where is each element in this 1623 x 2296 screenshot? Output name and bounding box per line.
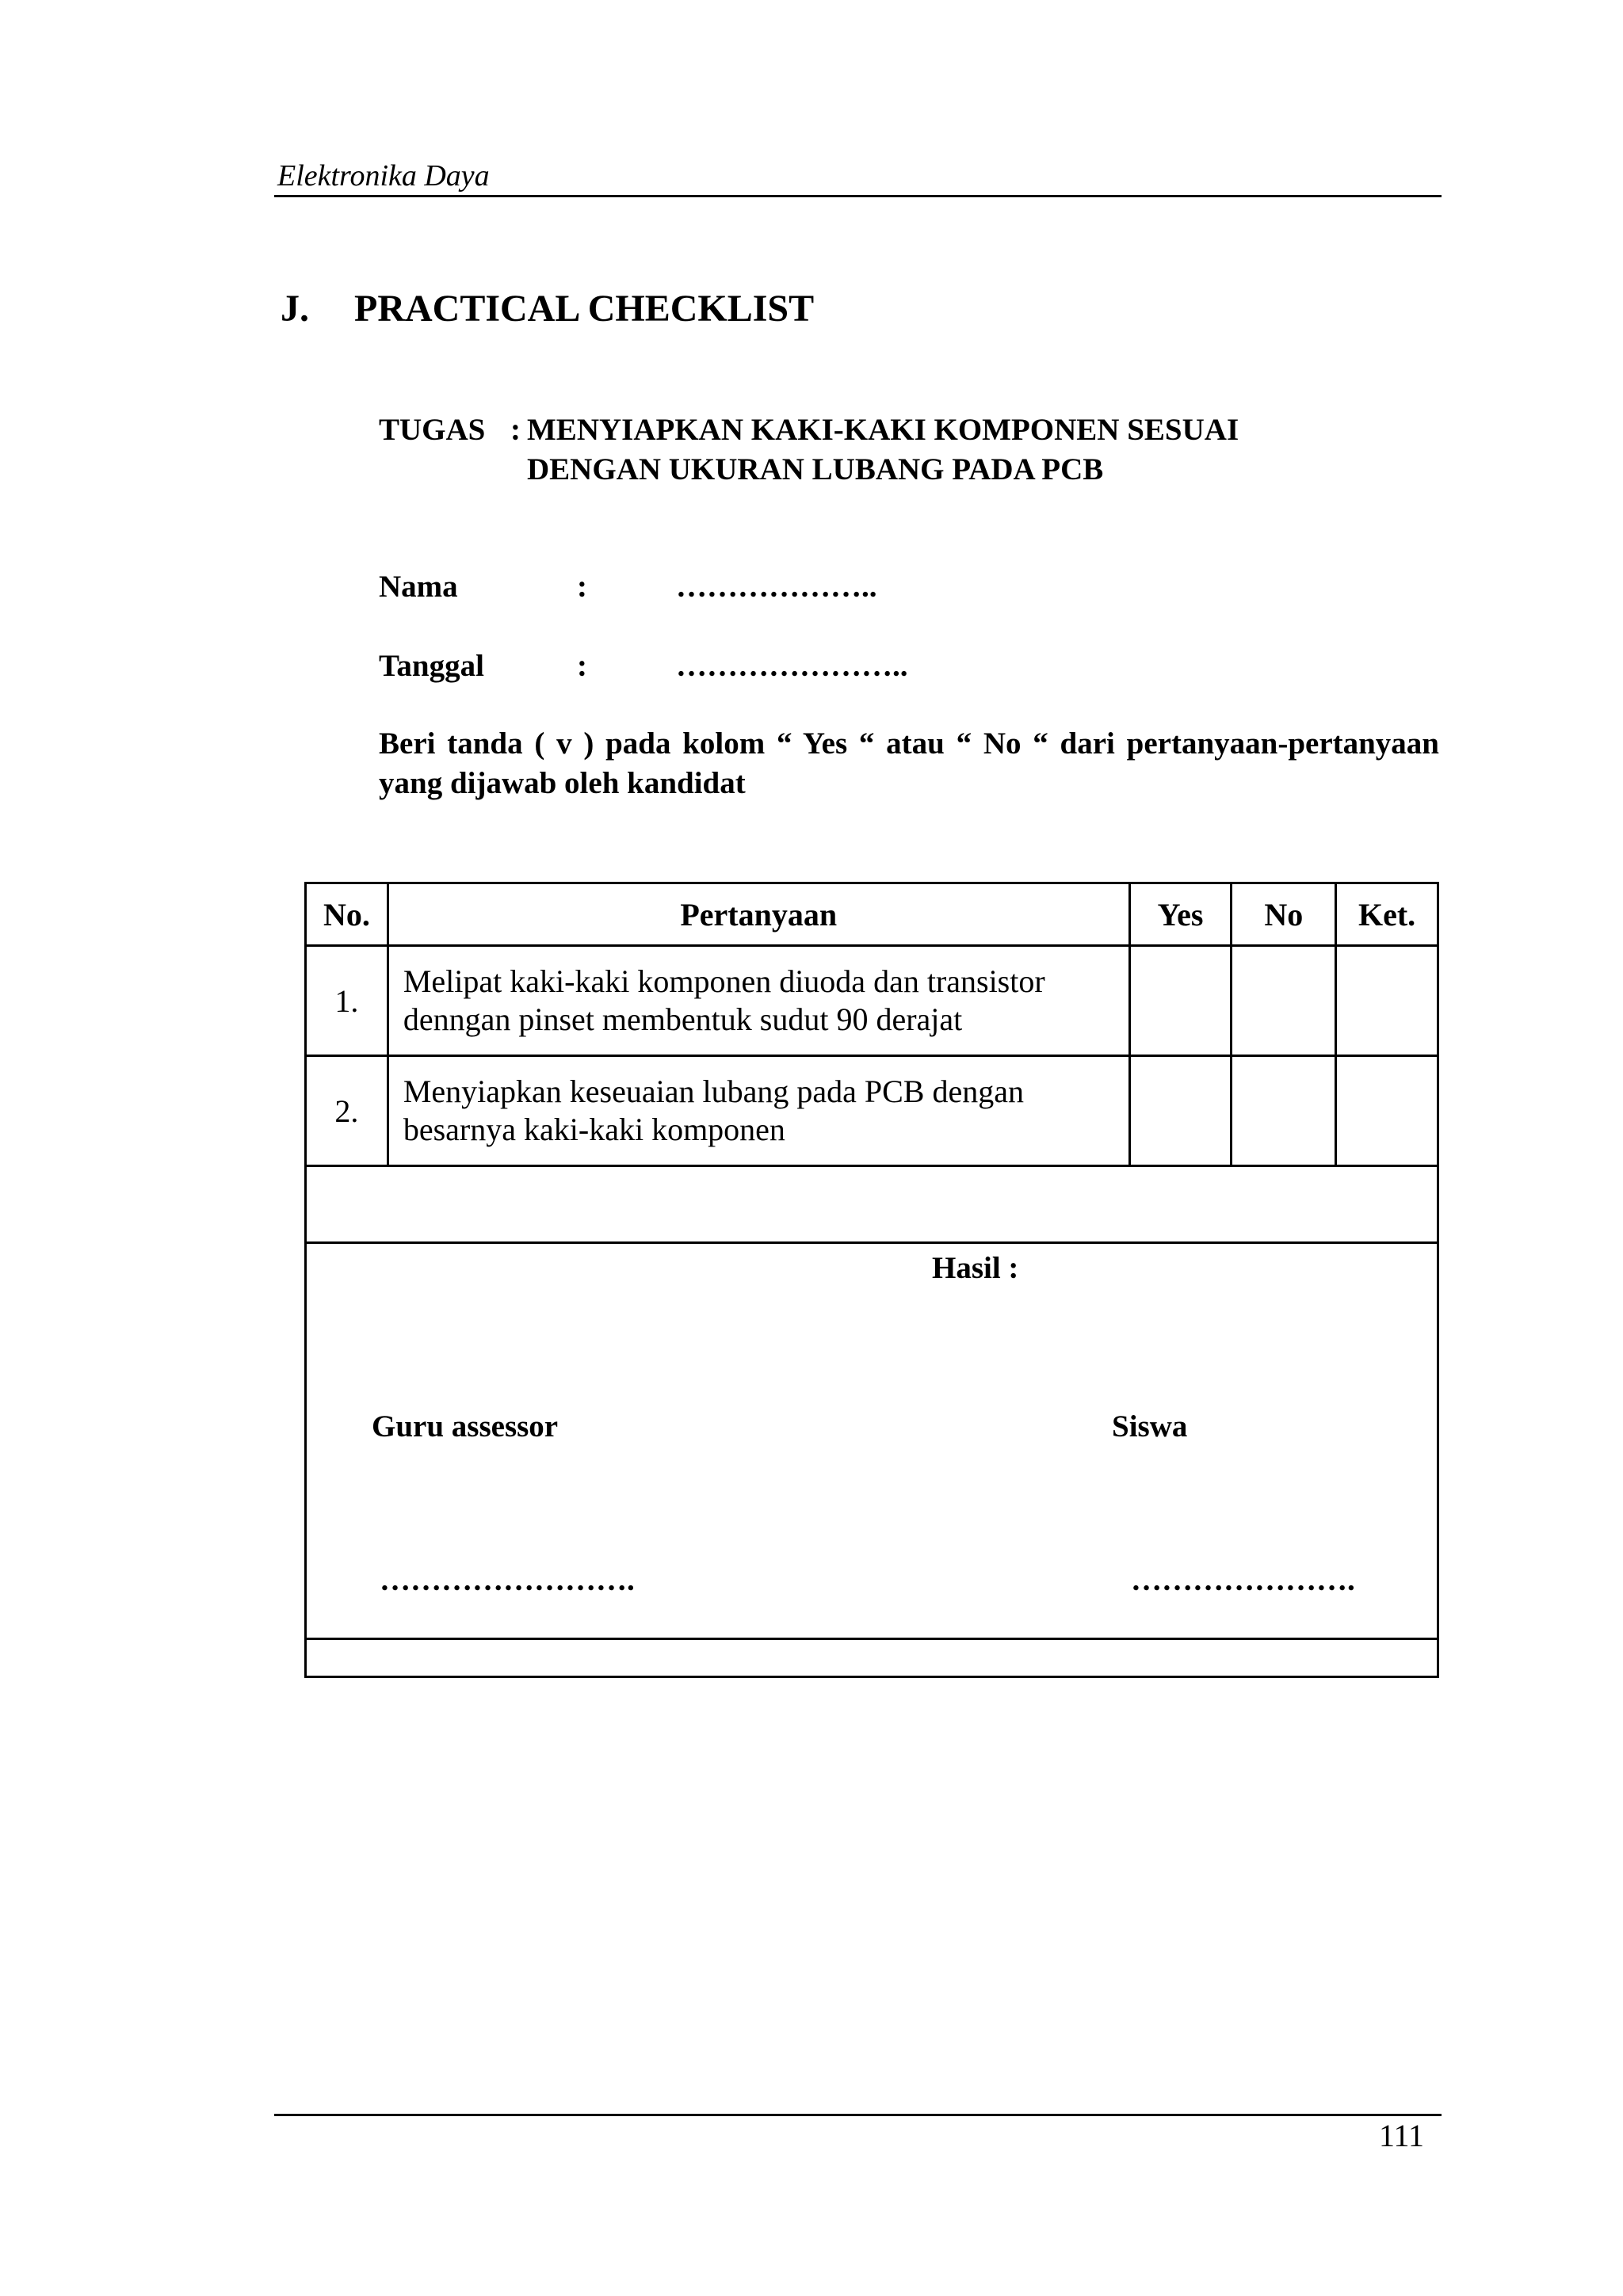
- bottom-cell: [306, 1639, 1438, 1677]
- header-no-answer: No: [1232, 883, 1336, 946]
- question-line: Menyiapkan keseuaian lubang pada PCB dengan: [403, 1074, 1024, 1109]
- header-yes: Yes: [1129, 883, 1232, 946]
- task-line-2: DENGAN UKURAN LUBANG PADA PCB: [527, 452, 1104, 486]
- student-label: Siswa: [1112, 1409, 1188, 1444]
- question-line: besarnya kaki-kaki komponen: [403, 1112, 785, 1147]
- instruction-text: Beri tanda ( v ) pada kolom “ Yes “ atau “ No “ dari pertanyaan-pertanyaan yang dijawab oleh kandidat: [379, 727, 1439, 800]
- section-letter: J.: [281, 288, 309, 330]
- footer-rule: [274, 2114, 1442, 2116]
- checklist-table: [304, 882, 1439, 1678]
- table-row: [306, 946, 1438, 1056]
- result-row: [306, 1243, 1438, 1639]
- yes-cell[interactable]: [1129, 946, 1232, 1056]
- assessor-label: Guru assessor: [372, 1409, 559, 1444]
- question-line: Melipat kaki-kaki komponen diuoda dan transistor: [403, 963, 1045, 999]
- date-field[interactable]: …………………..: [676, 649, 908, 683]
- no-cell[interactable]: [1232, 1056, 1336, 1166]
- row-question: [388, 946, 1129, 1056]
- date-label: Tanggal: [379, 649, 484, 683]
- question-line: denngan pinset membentuk sudut 90 derajat: [403, 1001, 963, 1037]
- table-row: [306, 1056, 1438, 1166]
- header-no: No.: [306, 883, 388, 946]
- student-signature-field[interactable]: ………………….: [1131, 1563, 1355, 1597]
- name-label: Nama: [379, 570, 458, 604]
- row-question: [388, 1056, 1129, 1166]
- name-field[interactable]: ………………..: [676, 570, 877, 604]
- empty-row: [306, 1166, 1438, 1243]
- result-label: Hasil :: [932, 1251, 1019, 1285]
- empty-cell: [306, 1166, 1438, 1243]
- yes-cell[interactable]: [1129, 1056, 1232, 1166]
- bottom-row: [306, 1639, 1438, 1677]
- table-header-row: [306, 883, 1438, 946]
- section-title: PRACTICAL CHECKLIST: [354, 288, 815, 330]
- no-cell[interactable]: [1232, 946, 1336, 1056]
- task-colon: :: [510, 413, 521, 447]
- task-line-1: MENYIAPKAN KAKI-KAKI KOMPONEN SESUAI: [527, 413, 1239, 447]
- result-cell: [306, 1243, 1438, 1639]
- name-colon: :: [577, 570, 587, 604]
- header-remarks: Ket.: [1336, 883, 1438, 946]
- row-number: 1.: [306, 946, 388, 1056]
- task-label: TUGAS: [379, 413, 486, 447]
- header-rule: [274, 195, 1442, 197]
- running-header: Elektronika Daya: [277, 159, 490, 193]
- remarks-cell[interactable]: [1336, 946, 1438, 1056]
- row-number: 2.: [306, 1056, 388, 1166]
- date-colon: :: [577, 649, 587, 683]
- header-question: Pertanyaan: [388, 883, 1129, 946]
- remarks-cell[interactable]: [1336, 1056, 1438, 1166]
- page-number: 111: [1379, 2118, 1425, 2153]
- assessor-signature-field[interactable]: …………………….: [380, 1563, 635, 1597]
